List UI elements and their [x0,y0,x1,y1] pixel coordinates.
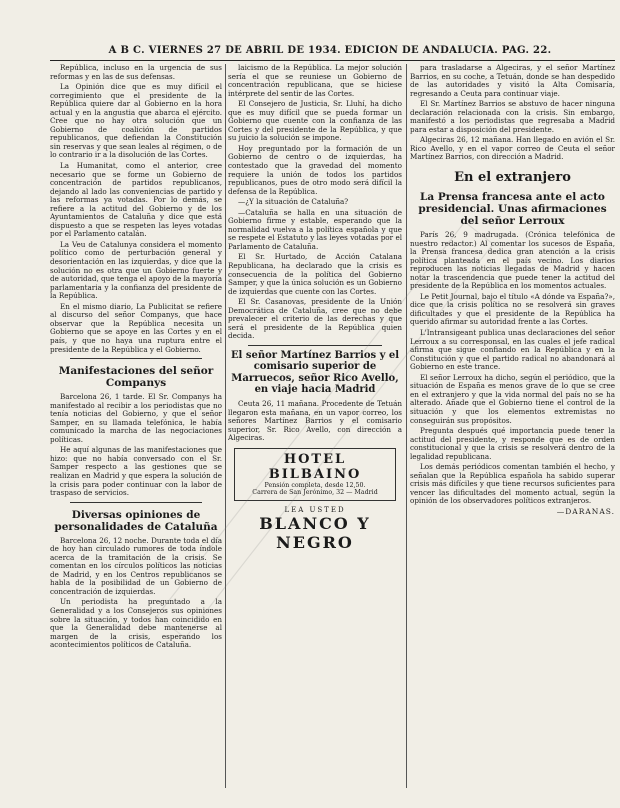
paragraph: L'Intransigeant publica unas declaraciones del señor Lerroux a su corresponsal, en las cuales el jefe radical afirma que sigue confiando en la República y en la Constitución y que el partido radical no abandonará al Gobierno en este trance. [410,328,615,372]
paragraph: Le Petit Journal, bajo el título «A dónde va España?», dice que la crisis política no se resolverá sin graves dificultades y que el presidente de la República ha querido afirmar su autoridad frente a las Cortes. [410,291,615,327]
paragraph: —¿Y la situación de Cataluña? [238,197,349,207]
paragraph: Algeciras 26, 12 mañana. Han llegado en avión el Sr. Rico Avello, y en el vapor correo de Ceuta el señor Martínez Barrios, con dirección a Madrid. [410,135,615,162]
paragraph: El Sr. Casanovas, presidente de la Unión Democrática de Cataluña, cree que no debe prevalecer el criterio de las derechas y que será el presidente de la República quien decida. [228,297,402,341]
paragraph: Barcelona 26, 12 noche. Durante toda el día de hoy han circulado rumores de toda índole acerca de la tramitación de la crisis. Se comentan en los círculos políticos las noticias de Madrid, y en los Centros republicanos se habla de la posibilidad de un Gobierno de concentración de izquierdas. [50,535,222,596]
magazine-advertisement [228,506,402,553]
paragraph: —Cataluña se halla en una situación de Gobierno firme y estable, esperando que la normalidad vuelva a la política española y que se respete el Estatuto y las leyes votadas por el Parlamento de Cataluña. [228,207,402,251]
magazine-title: BLANCO Y NEGRO [259,514,371,553]
author-signoff: —DARANAS. [556,506,615,516]
paragraph: Barcelona 26, 1 tarde. El Sr. Companys ha manifestado al recibir a los periodistas que no tenía noticias del Gobierno, y que el señor Samper, en su llamada telefónica, le había comunicado la marcha de las negociaciones políticas. [50,392,222,444]
paragraph: He aquí algunas de las manifestaciones que hizo: que no había conversado con el Sr. Samper respecto a las gestiones que se realizan en Madrid y que espera la solución de la crisis para poder continuar con la labor de traspaso de servicios. [50,445,222,498]
column-left [50,64,222,790]
section-divider [248,345,382,346]
paragraph: La Veu de Catalunya considera el momento político como de perturbación general y desorientación en las izquierdas, y dice que la solución no es otra que un Gobierno fuerte y de autoridad, que tenga el apoyo de la mayoría parlamentaria y la confianza del presidente de la República. [50,239,222,301]
section-heading: Diversas opiniones de personalidades de Cataluña [54,508,218,533]
paragraph: Hoy preguntado por la formación de un Gobierno de centro o de izquierdas, ha contestado que la gravedad del momento requiere la unión de todos los partidos republicanos, pues de otro modo será difícil la defensa de la República. [228,143,402,196]
section-heading: Manifestaciones del señor Companys [58,365,214,390]
hotel-price: Pensión completa, desde 12,50. [264,481,366,489]
paragraph: laicismo de la República. La mejor solución sería el que se reuniese un Gobierno de concentración republicana, que se hiciese intérprete del sentir de las Cortes. [228,64,402,98]
paragraph: El Consejero de Justicia, Sr. Lluhí, ha dicho que es muy difícil que se pueda formar un Gobierno que cuente con la confianza de las Cortes y del presidente de la República, y que su juicio la solución se impone. [228,99,402,143]
column-middle [228,64,402,790]
hotel-advertisement [234,448,396,501]
page-folio: A B C. VIERNES 27 DE ABRIL DE 1934. EDICION DE ANDALUCIA. PAG. 22. [108,45,552,56]
paragraph: República, incluso en la urgencia de sus reformas y en las de sus defensas. [50,64,222,81]
section-title-abroad: En el extranjero [454,170,571,186]
column-separator [406,64,407,788]
paragraph: El Sr. Martínez Barrios se abstuvo de hacer ninguna declaración relacionada con la crisis. Sin embargo, manifestó a los periodistas que regresaba a Madrid para estar a disposición del presidente. [410,99,615,134]
paragraph: París 26, 9 madrugada. (Crónica telefónica de nuestro redactor.) Al comentar los sucesos de España, la Prensa francesa dedica gran atención a la crisis política planteada en el país vecino. Los diarios reproducen las noticias llegadas de Madrid y hacen notar la trascendencia que puede tener la actitud del presidente de la República en los momentos actuales. [410,230,615,291]
paragraph: Pregunta después qué importancia puede tener la actitud del presidente, y responde que es de orden constitucional y que la crisis se resolverá dentro de la legalidad republicana. [410,426,615,461]
paragraph: Los demás periódicos comentan también el hecho, y señalan que la República española ha sabido superar crisis más difíciles y que tiene recursos suficientes para vencer las dificultades del momento actual, según la opinión de los observadores políticos extranjeros. [410,462,615,506]
paragraph: Ceuta 26, 11 mañana. Procedente de Tetuán llegaron esta mañana, en un vapor correo, los señores Martínez Barrios y el comisario superior, Sr. Rico Avello, con dirección a Algeciras. [228,398,402,443]
paragraph: En el mismo diario, La Publicitat se refiere al discurso del señor Companys, que hace observar que la República necesita un Gobierno que se apoye en las Cortes y en el país, y que no haya una ruptura entre el presidente de la República y el Gobierno. [50,301,222,354]
paragraph: para trasladarse a Algeciras, y el señor Martínez Barrios, en su coche, a Tetuán, donde se han despedido de las autoridades y visitó la Alta Comisaría, regresando a Ceuta para continuar viaje. [410,64,615,98]
hotel-name: HOTEL BILBAINO [268,451,362,482]
paragraph: Un periodista ha preguntado a la Generalidad y a los Consejeros sus opiniones sobre la situación, y todos han coincidido en que la Generalidad debe mantenerse al margen de la crisis, esperando los acontecimientos políticos de Cataluña. [50,597,222,650]
section-heading: El señor Martínez Barrios y el comisario superior de Marruecos, señor Rico Avello, en viaje hacia Madrid [230,349,400,396]
top-rule [50,60,615,61]
ad-lead: LEA USTED [284,505,346,514]
column-right [410,64,615,790]
section-divider [70,502,202,503]
paragraph: La Opinión dice que es muy difícil el corregimiento que el presidente de la República quiere dar al Gobierno en la hora actual y en la angustia que abarca el ejército. Cree que no hay otra solución que un Gobierno de coalición de partidos republicanos, que defiendan la Constitución sin reservas y que sean leales al régimen, o de lo contrario ir a la disolución de las Cortes. [50,82,222,160]
article-heading: La Prensa francesa ante el acto presidencial. Unas afirmaciones del señor Lerroux [418,191,607,228]
paragraph: El Sr. Hurtado, de Acción Catalana Republicana, ha declarado que la crisis es consecuencia de la política del Gobierno Samper, y que la única solución es un Gobierno de izquierdas que cuente con las Cortes. [228,252,402,296]
column-separator [225,64,226,788]
hotel-address: Carrera de San Jerónimo, 32 — Madrid [252,489,378,497]
paragraph: El señor Lerroux ha dicho, según el periódico, que la situación de España es menos grave de lo que se cree en el extranjero y que la vida normal del país no se ha alterado. Añade que el Gobierno tiene el control de la situación y que los elementos extremistas no conseguirán sus propósitos. [410,372,615,425]
section-divider [70,358,202,359]
paragraph: La Humanitat, como el anterior, cree necesario que se forme un Gobierno de concentración de partidos republicanos, dejando al lado las conveniencias de partido y las reformas ya votadas. Por lo demás, se refiere a la actitud del Gobierno y de los Ayuntamientos de Cataluña y dice que está dispuesto a que se respeten las leyes votadas por el Parlamento catalán. [50,161,222,239]
